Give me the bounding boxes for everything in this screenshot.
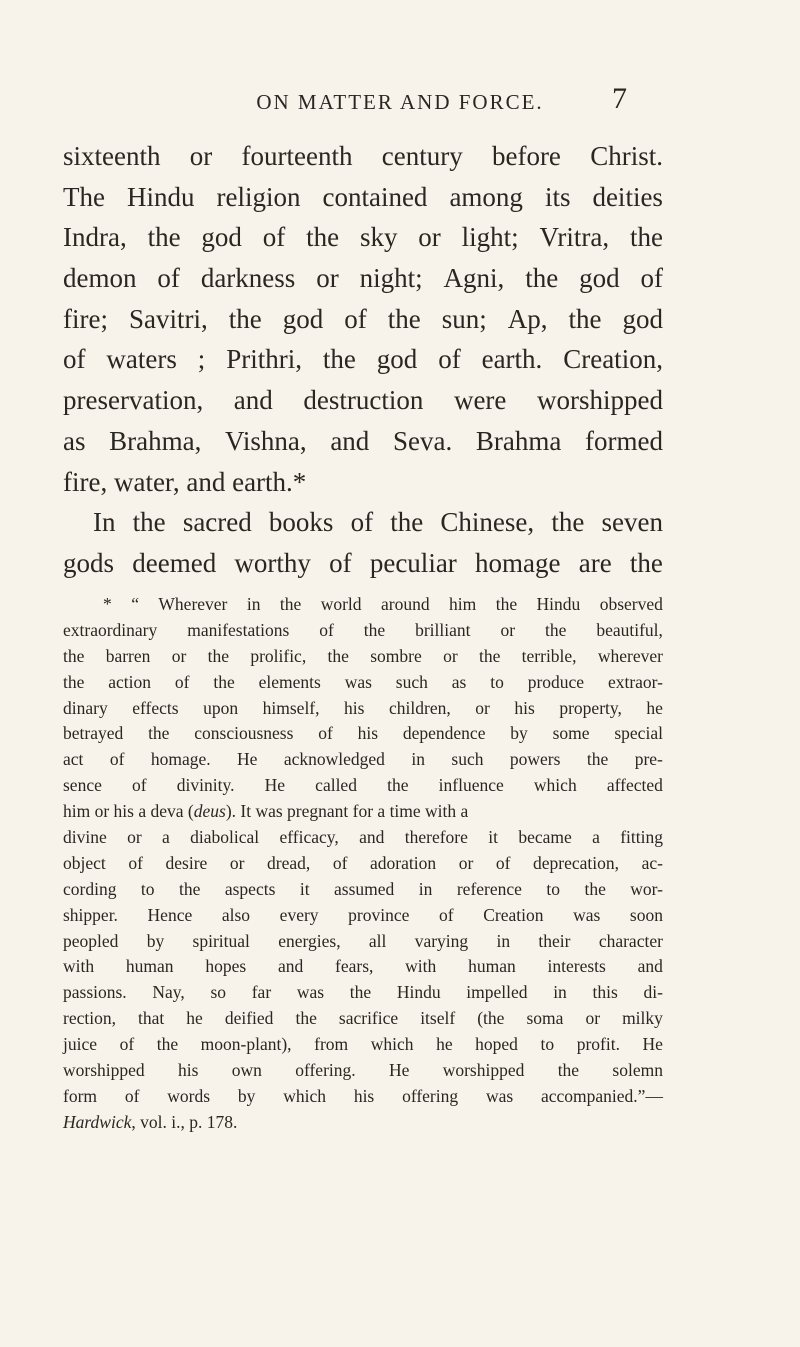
footnote-line: form of words by which his offering was accompanied.”— bbox=[63, 1085, 663, 1106]
footnote-line: cording to the aspects it assumed in reference to the wor- bbox=[63, 878, 663, 899]
footnote-line: extraordinary manifestations of the brilliant or the beautiful, bbox=[63, 619, 663, 640]
text-line: as Brahma, Vishna, and Seva. Brahma formed bbox=[63, 425, 663, 456]
footnote-line bbox=[63, 1110, 663, 1136]
footnote-line bbox=[63, 799, 663, 825]
footnote-line: the action of the elements was such as to produce extraor- bbox=[63, 671, 663, 692]
footnote-line: peopled by spiritual energies, all varying in their character bbox=[63, 930, 663, 951]
footnote-line: * “ Wherever in the world around him the Hindu observed bbox=[103, 594, 663, 614]
footnote-italic: deus bbox=[193, 801, 226, 822]
text-line: fire; Savitri, the god of the sun; Ap, the god bbox=[63, 303, 663, 334]
footnote-line: dinary effects upon himself, his children, or his property, he bbox=[63, 697, 663, 718]
footnote-line: juice of the moon-plant), from which he hoped to profit. He bbox=[63, 1034, 663, 1055]
text-line: sixteenth or fourteenth century before Christ. bbox=[63, 141, 663, 171]
running-head: ON MATTER AND FORCE. bbox=[256, 90, 544, 114]
footnote-line: passions. Nay, so far was the Hindu impelled in this di- bbox=[63, 982, 663, 1003]
page-header bbox=[0, 82, 800, 122]
footnote-text: him or his a deva ( bbox=[63, 801, 194, 822]
footnote-line: the barren or the prolific, the sombre or the terrible, wherever bbox=[63, 645, 663, 666]
footnote-line: with human hopes and fears, with human interests and bbox=[63, 956, 663, 977]
footnote-line: divine or a diabolical efficacy, and therefore it became a fitting bbox=[63, 827, 663, 848]
text-line: gods deemed worthy of peculiar homage are the bbox=[63, 547, 663, 578]
footnote-line: sence of divinity. He called the influence which affected bbox=[63, 775, 663, 796]
footnote-author: Hardwick bbox=[63, 1111, 132, 1132]
text-line: demon of darkness or night; Agni, the god of bbox=[63, 263, 663, 294]
text-line: The Hindu religion contained among its deities bbox=[63, 181, 663, 212]
text-line: In the sacred books of the Chinese, the seven bbox=[93, 507, 663, 538]
footnote-line: worshipped his own offering. He worshipped the solemn bbox=[63, 1060, 663, 1081]
text-line: preservation, and destruction were worshipped bbox=[63, 385, 663, 416]
footnote-line: shipper. Hence also every province of Creation was soon bbox=[63, 904, 663, 925]
footnote-text: ). It was pregnant for a time with a bbox=[225, 801, 469, 822]
main-text bbox=[63, 136, 663, 584]
footnote-line: betrayed the consciousness of his dependence by some special bbox=[63, 723, 663, 744]
footnote-citation: , vol. i., p. 178. bbox=[131, 1111, 238, 1132]
text-line: of waters ; Prithri, the god of earth. Creation, bbox=[63, 344, 663, 375]
text-line: fire, water, and earth.* bbox=[63, 466, 307, 497]
text-line: Indra, the god of the sky or light; Vritra, the bbox=[63, 222, 663, 253]
footnote bbox=[63, 592, 663, 1136]
page-number: 7 bbox=[612, 82, 627, 115]
footnote-line: act of homage. He acknowledged in such powers the pre- bbox=[63, 749, 663, 770]
footnote-line: rection, that he deified the sacrifice itself (the soma or milky bbox=[63, 1008, 663, 1029]
footnote-line: object of desire or dread, of adoration or of deprecation, ac- bbox=[63, 852, 663, 873]
